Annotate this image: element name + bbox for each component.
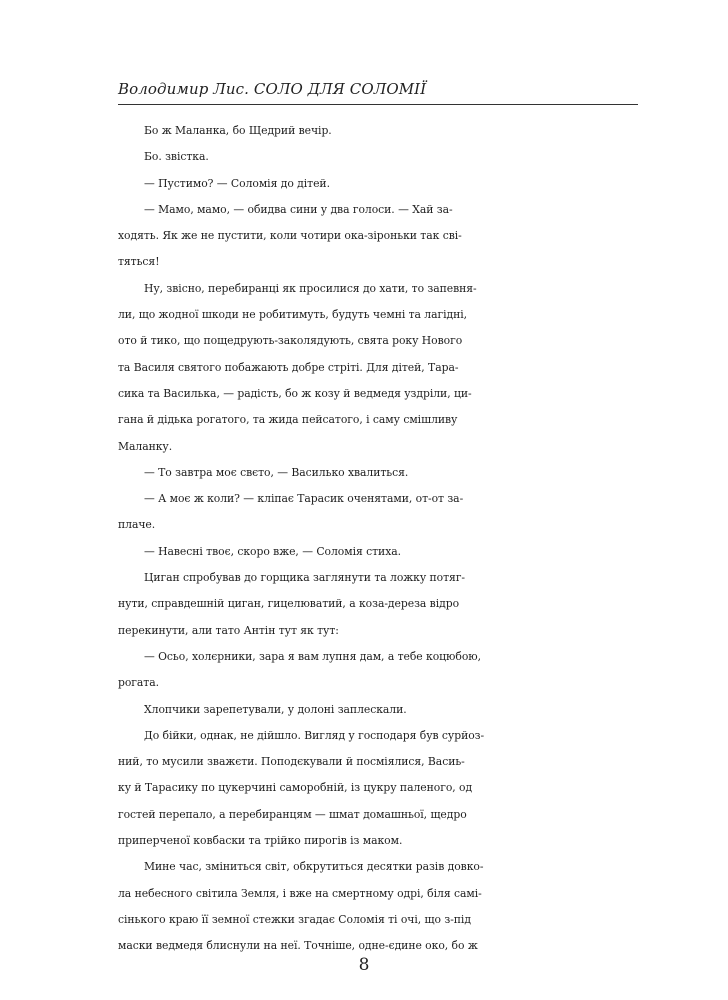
text-line: ний, то мусили зважєти. Поподєкували й посміялися, Васиь- xyxy=(118,755,465,769)
text-line: Маланку. xyxy=(118,439,173,453)
text-line: ходять. Як же не пустити, коли чотири ока-зіроньки так сві- xyxy=(118,229,462,243)
paragraph xyxy=(118,565,638,644)
page-number: 8 xyxy=(358,955,370,975)
paragraph xyxy=(118,118,638,144)
paragraph xyxy=(118,460,638,486)
paragraph xyxy=(118,197,638,276)
text-line: — То завтра моє свєто, — Василько хвалиться. xyxy=(144,465,409,479)
text-line: Ну, звісно, перебиранці як просилися до хати, то запевня- xyxy=(144,281,477,295)
paragraph xyxy=(118,644,638,697)
text-line: гана й дідька рогатого, та жида пейсатого, і саму смішливу xyxy=(118,413,458,427)
running-head: Володимир Лис. СОЛО ДЛЯ СОЛОМІЇ xyxy=(118,80,427,98)
text-line: — Навесні твоє, скоро вже, — Соломія стиха. xyxy=(144,544,402,558)
text-line: сика та Василька, — радість, бо ж козу й ведмедя уздріли, ци- xyxy=(118,386,472,400)
text-line: — А моє ж коли? — кліпає Тарасик оченятами, от-от за- xyxy=(144,492,464,506)
text-line: До бійки, однак, не дійшло. Вигляд у господаря був сурйоз- xyxy=(144,728,485,742)
text-line: ку й Тарасику по цукерчині саморобній, із цукру паленого, од xyxy=(118,781,473,795)
text-line: — Осьо, холєрники, зара я вам лупня дам, а тебе коцюбою, xyxy=(144,649,482,663)
paragraph xyxy=(118,486,638,539)
header-rule xyxy=(118,104,638,105)
text-line: — Мамо, мамо, — обидва сини у два голоси. — Хай за- xyxy=(144,202,453,216)
text-line: Бо. звістка. xyxy=(144,150,209,164)
paragraph xyxy=(118,697,638,723)
text-line: — Пустимо? — Соломія до дітей. xyxy=(144,176,330,190)
text-line: Хлопчики зарепетували, у долоні заплескали. xyxy=(144,702,407,716)
text-line: сінького краю її земної стежки згадає Соломія ті очі, що з-під xyxy=(118,912,471,926)
text-line: Циган спробував до горщика заглянути та ложку потяг- xyxy=(144,571,466,585)
text-line: ла небесного світила Земля, і вже на смертному одрі, біля самі- xyxy=(118,886,482,900)
paragraph xyxy=(118,539,638,565)
text-line: гостей перепало, а перебиранцям — шмат домашньої, щедро xyxy=(118,807,467,821)
paragraph xyxy=(118,144,638,170)
paragraph xyxy=(118,276,638,460)
text-line: рогата. xyxy=(118,676,159,690)
text-line: Мине час, зміниться світ, обкрутиться десятки разів довко- xyxy=(144,860,484,874)
paragraph xyxy=(118,854,638,959)
text-line: маски ведмедя блиснули на неї. Точніше, одне-єдине око, бо ж xyxy=(118,939,478,953)
text-line: перекинути, али тато Антін тут як тут: xyxy=(118,623,339,637)
text-line: приперченої ковбаски та трійко пирогів із маком. xyxy=(118,834,403,848)
paragraph xyxy=(118,723,638,854)
text-line: плаче. xyxy=(118,518,156,532)
text-line: ото й тико, що пощедрують-заколядують, свята року Нового xyxy=(118,334,463,348)
text-line: та Василя святого побажають добре стріті. Для дітей, Тара- xyxy=(118,360,459,374)
text-line: Бо ж Маланка, бо Щедрий вечір. xyxy=(144,124,332,137)
paragraph xyxy=(118,171,638,197)
text-line: ли, що жодної шкоди не робитимуть, будуть чемні та лагідні, xyxy=(118,308,468,322)
body-text xyxy=(118,118,638,960)
text-line: тяться! xyxy=(118,255,160,269)
text-line: нути, справдешній циган, гицелюватий, а коза-дереза відро xyxy=(118,597,460,611)
